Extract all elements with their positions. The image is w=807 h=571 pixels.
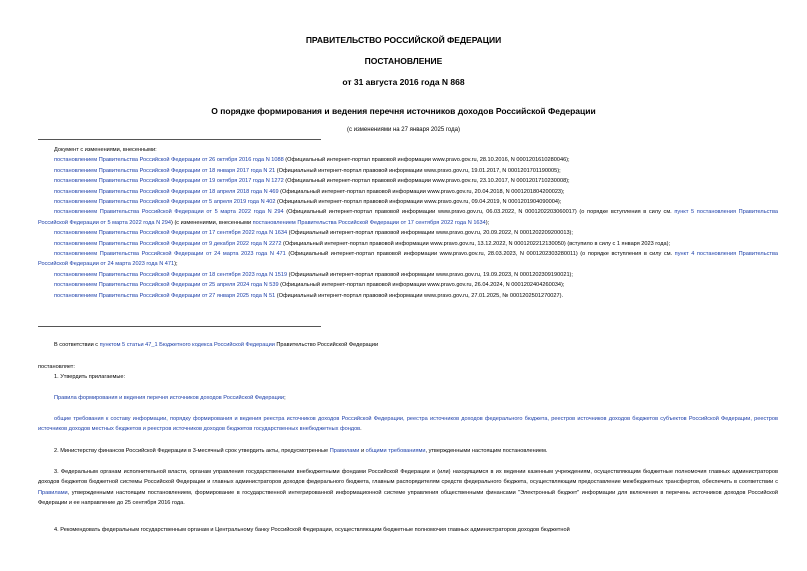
amendment-item: постановлением Правительства Российской Федерации от 27 января 2025 года N 51 (Официальный интернет-портал правовой информации www.pravo.gov.ru, 27.01.2025, № 0001202501270027). [54,292,564,299]
amendment-link[interactable]: постановлением Правительства Российской Федерации от 17 сентября 2022 года N 1634 [252,219,486,226]
preamble-paragraph: В соответствии с пунктом 5 статьи 47_1 Бюджетного кодекса Российской Федерации Правительство Российской Федерации [54,342,379,348]
amendment-link[interactable]: постановлением Правительства Российской Федерации от 9 декабря 2022 года N 2272 [54,240,282,247]
approved-rules-link[interactable]: Правила формирования и ведения перечня источников доходов Российской Федерации [54,395,285,401]
amendment-item: постановлением Правительства Российской Федерации от 18 сентября 2023 года N 1519 (Официальный интернет-портал правовой информации www.pravo.gov.ru, 19.09.2023, N 0001202309190021); [54,271,573,278]
budget-code-link[interactable]: пунктом 5 статьи 47_1 Бюджетного кодекса Российской Федерации [99,342,275,348]
paragraph-4: 4. Рекомендовать федеральным государственным органам и Центральному банку Российской Федерации, осуществляющим бюджетные полномочия главных администраторов доходов бюджетной [54,527,570,533]
document-date-number: от 31 августа 2016 года N 868 [342,77,465,87]
amendment-link[interactable]: постановлением Правительства Российской Федерации от 18 апреля 2018 года N 469 [54,188,279,195]
document-title: О порядке формирования и ведения перечня источников доходов Российской Федерации [211,106,596,116]
general-requirements-link[interactable]: общие требования к составу информации, порядку формирования и ведения реестра источников доходов Российской Федерации, реестра источников доходов федерального бюджета, реестров источников доходов бюджетов субъектов Российской Федерации, реестров источников доходов местных бюджетов и реестров источников доходов бюджетов государственных внебюджетных фондов [38,416,778,433]
amendment-item: постановлением Правительства Российской Федерации от 18 апреля 2018 года N 469 (Официальный интернет-портал правовой информации www.pravo.gov.ru, 20.04.2018, N 0001201804200023); [54,188,565,195]
amendment-link[interactable]: постановлением Правительства Российской Федерации от 18 января 2017 года N 21 [54,167,276,174]
amendment-entry-into-force-link[interactable]: пункт 5 постановления Правительства Российской Федерации от 5 марта 2022 года N 294 [38,209,778,226]
amendment-item: постановлением Правительства Российской Федерации от 5 апреля 2019 года N 402 (Официальный интернет-портал правовой информации www.pravo.gov.ru, 09.04.2019, N 0001201904090004); [54,199,562,206]
amendment-item: постановлением Правительства Российской Федерации от 9 декабря 2022 года N 2272 (Официальный интернет-портал правовой информации www.pravo.gov.ru, 13.12.2022, N 0001202212130050) (вступило в силу с 1 января 2023 года); [54,240,671,247]
approved-requirements-item: общие требования к составу информации, порядку формирования и ведения реестра источников доходов Российской Федерации, реестра источников доходов федерального бюджета, реестров источников доходов бюджетов субъектов Российской Федерации, реестров источников доходов местных бюджетов и реестров источников доходов бюджетов государственных внебюджетных фондов. [38,416,778,433]
general-requirements-link[interactable]: общими требованиями [365,448,426,454]
amendment-link[interactable]: постановлением Правительства Российской Федерации от 19 октября 2017 года N 1272 [54,178,284,185]
amendment-entry-into-force-link[interactable]: пункт 4 постановления Правительства Российской Федерации от 24 марта 2023 года N 471 [38,251,778,268]
amendment-link[interactable]: постановлением Правительства Российской Федерации от 5 апреля 2019 года N 402 [54,199,276,206]
amendment-item: постановлением Правительства Российской Федерации от 26 октября 2016 года N 1088 (Официальный интернет-портал правовой информации www.pravo.gov.ru, 28.10.2016, N 0001201610280046); [54,157,570,164]
issuing-authority: ПРАВИТЕЛЬСТВО РОССИЙСКОЙ ФЕДЕРАЦИИ [305,35,502,45]
amendment-link[interactable]: постановлением Правительства Российской Федерации от 5 марта 2022 года N 294 [54,209,284,216]
amendment-item: постановлением Правительства Российской Федерации от 24 марта 2023 года N 471 (Официальный интернет-портал правовой информации www.pravo.gov.ru, 28.03.2023, N 0001202303280011) (о порядке вступления в силу см. пункт 4 постановления Правительства Российской Федерации от 24 марта 2023 года N 471); [38,251,778,268]
approved-rules-item: Правила формирования и ведения перечня источников доходов Российской Федерации; [54,395,286,401]
amendments-list [38,145,778,301]
changes-top-divider [38,139,321,140]
decree-word: постановляет: [38,364,75,370]
amendment-link[interactable]: постановлением Правительства Российской Федерации от 17 сентября 2022 года N 1634 [54,230,288,237]
amendment-link[interactable]: постановлением Правительства Российской Федерации от 18 сентября 2023 года N 1519 [54,271,288,278]
amendments-intro: Документ с изменениями, внесенными: [54,147,157,153]
amendment-item: постановлением Правительства Российской Федерации от 18 января 2017 года N 21 (Официальный интернет-портал правовой информации www.pravo.gov.ru, 19.01.2017, N 0001201701190005); [54,167,561,174]
amendment-item: постановлением Правительства Российской Федерации от 19 октября 2017 года N 1272 (Официальный интернет-портал правовой информации www.pravo.gov.ru, 23.10.2017, N 0001201710230008); [54,178,570,185]
paragraph-1: 1. Утвердить прилагаемые: [54,374,126,380]
amendment-item: постановлением Правительства Российской Федерации от 17 сентября 2022 года N 1634 (Официальный интернет-портал правовой информации www.pravo.gov.ru, 20.09.2022, N 0001202209200013); [54,230,573,237]
paragraph-2: 2. Министерству финансов Российской Федерации в 3-месячный срок утвердить акты, предусмотренные Правилами и общими требованиями, утвержденными настоящим постановлением. [54,448,548,454]
amendment-link[interactable]: постановлением Правительства Российской Федерации от 25 апреля 2024 года N 539 [54,282,279,289]
document-type: ПОСТАНОВЛЕНИЕ [364,56,443,66]
amendment-link[interactable]: постановлением Правительства Российской Федерации от 27 января 2025 года N 51 [54,292,276,299]
amendment-item: постановлением Правительства Российской Федерации от 25 апреля 2024 года N 539 (Официальный интернет-портал правовой информации www.pravo.gov.ru, 26.04.2024, N 0001202404260034); [54,282,565,289]
rules-link[interactable]: Правилами [38,489,68,496]
changes-bottom-divider [38,326,321,327]
rules-link[interactable]: Правилами [329,448,360,454]
paragraph-3: 3. Федеральным органам исполнительной власти, органам управления государственными внебюджетными фондами Российской Федерации и (или) находящимся в их ведении казенным учреждениям, осуществляющим бюджетные полномочия главных администраторов доходов бюджетов бюджетной системы Российской Федерации и главных администраторов доходов федерального бюджета, главным распорядителям средств федерального бюджета, осуществляющим предоставление межбюджетных трансфертов, обеспечить в соответствии с Правилами, утвержденными настоящим постановлением, формирование в государственной интегрированной информационной системе управления общественными финансами "Электронный бюджет" информации для включения в перечень источников доходов Российской Федерации и ее направление до 25 сентября 2016 года. [38,469,778,507]
revision-note: (с изменениями на 27 января 2025 года) [347,127,460,133]
amendment-item: постановлением Правительства Российской Федерации от 5 марта 2022 года N 294 (Официальный интернет-портал правовой информации www.pravo.gov.ru, 06.03.2022, N 0001202203060017) (о порядке вступления в силу см. пункт 5 постановления Правительства Российской Федерации от 5 марта 2022 года N 294) (с изменениями, внесенными постановлением Правительства Российской Федерации от 17 сентября 2022 года N 1634); [38,209,778,226]
amendment-link[interactable]: постановлением Правительства Российской Федерации от 24 марта 2023 года N 471 [54,251,286,258]
amendment-link[interactable]: постановлением Правительства Российской Федерации от 26 октября 2016 года N 1088 [54,157,284,164]
